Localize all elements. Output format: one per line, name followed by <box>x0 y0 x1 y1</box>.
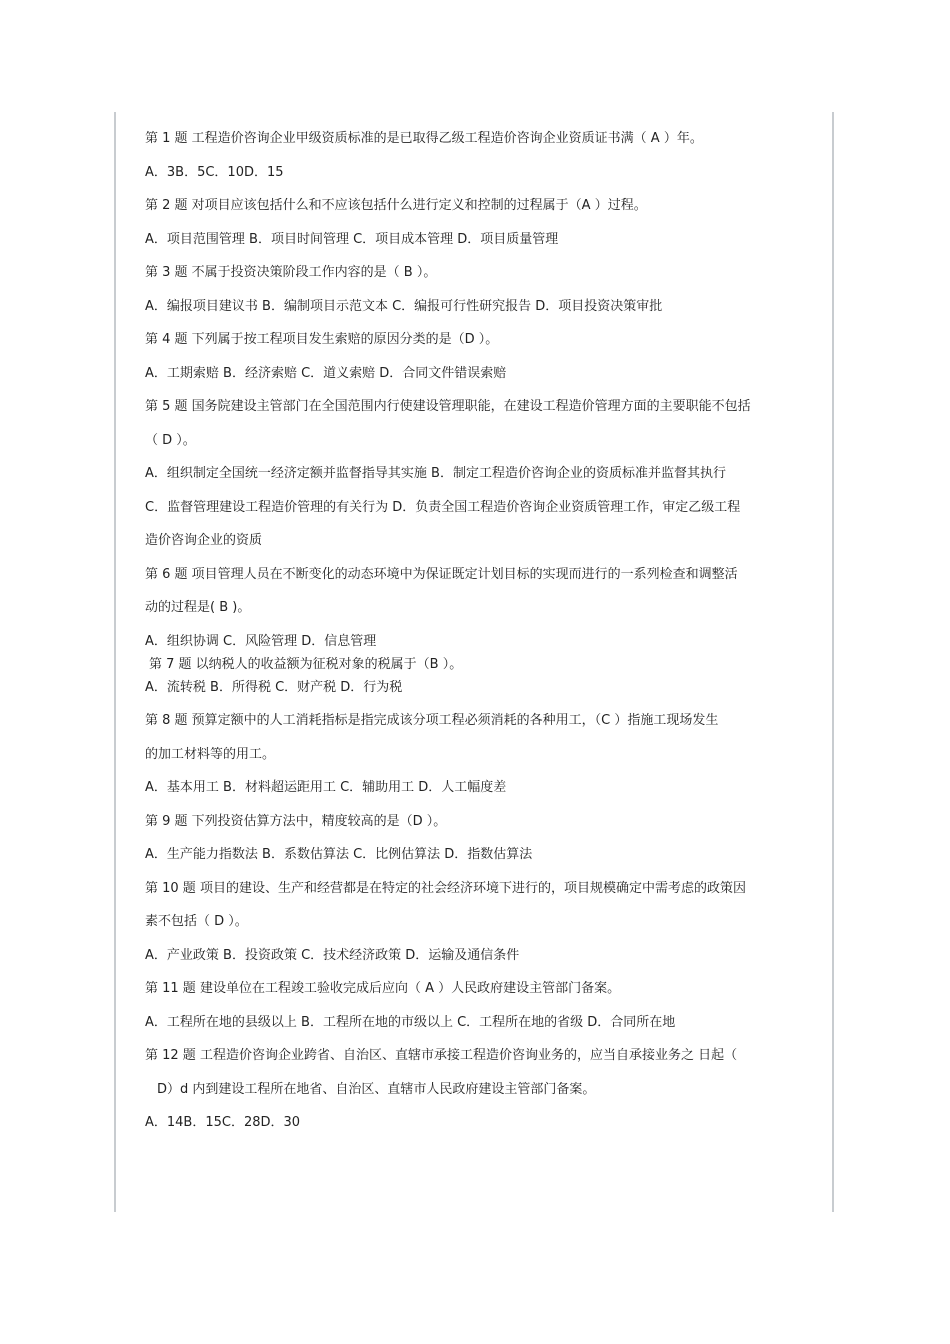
question-8: 第 8 题 预算定额中的人工消耗指标是指完成该分项工程必须消耗的各种用工，（C ）指施工现场发生 <box>145 713 719 728</box>
question-6: 第 6 题 项目管理人员在不断变化的动态环境中为保证既定计划目标的实现而进行的一系列检查和调整活 <box>145 566 738 582</box>
options-11: A．工程所在地的县级以上 B．工程所在地的市级以上 C．工程所在地的省级 D．合同所在地 <box>145 1014 676 1030</box>
question-12: 第 12 题 工程造价咨询企业跨省、自治区、直辖市承接工程造价咨询业务的，应当自承接业务之 日起（ <box>145 1048 738 1063</box>
question-7: 第 7 题 以纳税人的收益额为征税对象的税属于（B ）。 <box>149 656 463 672</box>
question-2: 第 2 题 对项目应该包括什么和不应该包括什么进行定义和控制的过程属于（A ）过程。 <box>145 198 647 213</box>
options-5-line-3: 造价咨询企业的资质 <box>145 533 263 548</box>
document-body <box>145 128 815 1146</box>
question-3: 第 3 题 不属于投资决策阶段工作内容的是（ B ）。 <box>145 265 437 280</box>
options-9: A．生产能力指数法 B．系数估算法 C．比例估算法 D．指数估算法 <box>145 847 533 862</box>
question-4: 第 4 题 下列属于按工程项目发生索赔的原因分类的是（D ）。 <box>145 332 499 347</box>
options-8: A．基本用工 B．材料超运距用工 C．辅助用工 D．人工幅度差 <box>145 780 507 795</box>
options-7: A．流转税 B．所得税 C．财产税 D．行为税 <box>145 679 403 695</box>
question-9: 第 9 题 下列投资估算方法中，精度较高的是（D ）。 <box>145 813 447 829</box>
question-5-continued: （ D ）。 <box>145 432 196 448</box>
question-8-continued: 的加工材料等的用工。 <box>145 746 276 762</box>
question-1: 第 1 题 工程造价咨询企业甲级资质标准的是已取得乙级工程造价咨询企业资质证书满（ A ）年。 <box>145 131 703 146</box>
question-10: 第 10 题 项目的建设、生产和经营都是在特定的社会经济环境下进行的，项目规模确定中需考虑的政策因 <box>145 880 746 896</box>
options-3: A．编报项目建议书 B．编制项目示范文本 C．编报可行性研究报告 D．项目投资决策审批 <box>145 298 663 314</box>
options-4: A．工期索赔 B．经济索赔 C．道义索赔 D．合同文件错误索赔 <box>145 365 507 381</box>
options-6: A．组织协调 C．风险管理 D．信息管理 <box>145 633 377 649</box>
left-margin-rule <box>114 112 116 1212</box>
options-5-line-1: A．组织制定全国统一经济定额并监督指导其实施 B．制定工程造价咨询企业的资质标准并监督其执行 <box>145 466 726 481</box>
question-12-continued: D）d 内到建设工程所在地省、自治区、直辖市人民政府建设主管部门备案。 <box>157 1081 596 1097</box>
question-10-continued: 素不包括（ D ）。 <box>145 914 248 929</box>
options-5-line-2: C．监督管理建设工程造价管理的有关行为 D．负责全国工程造价咨询企业资质管理工作，审定乙级工程 <box>145 499 741 515</box>
options-10: A．产业政策 B．投资政策 C．技术经济政策 D．运输及通信条件 <box>145 947 520 963</box>
options-1: A．3B．5C．10D．15 <box>145 164 284 180</box>
options-12: A．14B．15C．28D．30 <box>145 1115 301 1130</box>
right-margin-rule <box>832 112 834 1212</box>
question-6-continued: 动的过程是( B )。 <box>145 600 251 615</box>
question-11: 第 11 题 建设单位在工程竣工验收完成后应向（ A ）人民政府建设主管部门备案。 <box>145 981 621 996</box>
options-2: A．项目范围管理 B．项目时间管理 C．项目成本管理 D．项目质量管理 <box>145 231 559 247</box>
question-5: 第 5 题 国务院建设主管部门在全国范围内行使建设管理职能，在建设工程造价管理方面的主要职能不包括 <box>145 399 751 414</box>
